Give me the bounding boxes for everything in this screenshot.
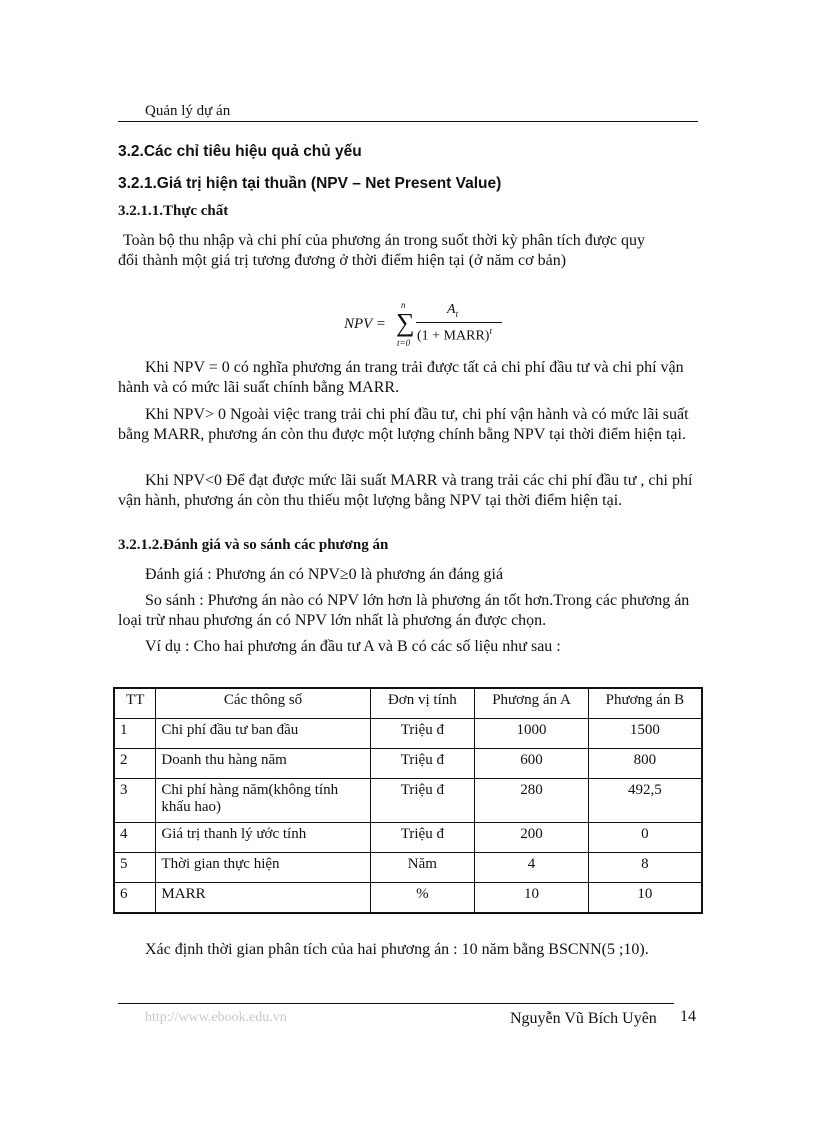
cell-option-a: 280 — [475, 779, 589, 823]
cell-unit: Triệu đ — [370, 719, 475, 749]
paragraph-definition-line2: đổi thành một giá trị tương đương ở thời điểm hiện tại (ở năm cơ bản) — [118, 252, 567, 269]
footer-author: Nguyễn Vũ Bích Uyên — [510, 1010, 657, 1027]
footer-rule — [118, 1003, 674, 1004]
cell-option-a: 4 — [475, 853, 589, 883]
cell-option-b: 8 — [588, 853, 702, 883]
formula-numerator — [447, 302, 458, 319]
paragraph-evaluate: Đánh giá : Phương án có NPV≥0 là phương án đáng giá — [145, 566, 504, 583]
table-row — [114, 823, 702, 853]
paragraph-npv-positive: Khi NPV> 0 Ngoài việc trang trải chi phí đầu tư, chi phí vận hành và có mức lãi suất bằng MARR, phương án còn thu được một lượng chính bằng NPV tại thời điểm hiện tại. — [118, 406, 689, 443]
table-row — [114, 749, 702, 779]
cell-tt: 2 — [114, 749, 156, 779]
paragraph-definition — [118, 231, 698, 271]
cell-parameter: Thời gian thực hiện — [156, 853, 370, 883]
cell-tt: 5 — [114, 853, 156, 883]
sub1-heading: 3.2.1.1.Thực chất — [118, 203, 229, 219]
cell-unit: Triệu đ — [370, 823, 475, 853]
cell-parameter: Giá trị thanh lý ước tính — [156, 823, 370, 853]
cell-option-b: 10 — [588, 883, 702, 914]
cell-tt: 1 — [114, 719, 156, 749]
formula-numerator-sub: t — [455, 308, 459, 319]
cell-option-b: 1500 — [588, 719, 702, 749]
cell-parameter: Chi phí hàng năm(không tính khấu hao) — [156, 779, 370, 823]
subsection-heading: 3.2.1.Giá trị hiện tại thuần (NPV – Net Present Value) — [118, 175, 502, 192]
paragraph-conclusion: Xác định thời gian phân tích của hai phương án : 10 năm bằng BSCNN(5 ;10). — [145, 941, 649, 958]
table-row — [114, 853, 702, 883]
comparison-table — [113, 687, 703, 914]
header-option-b: Phương án B — [588, 688, 702, 719]
header-option-a: Phương án A — [475, 688, 589, 719]
formula-denominator-exp: t — [489, 326, 492, 336]
cell-unit: % — [370, 883, 475, 914]
cell-option-a: 1000 — [475, 719, 589, 749]
cell-tt: 6 — [114, 883, 156, 914]
formula-numerator-symbol: A — [447, 302, 456, 317]
sub2-heading: 3.2.1.2.Đánh giá và so sánh các phương án — [118, 537, 389, 553]
npv-formula — [344, 300, 514, 350]
paragraph-definition-line1: Toàn bộ thu nhập và chi phí của phương án trong suốt thời kỳ phân tích được quy — [123, 232, 645, 249]
header-unit: Đơn vị tính — [370, 688, 475, 719]
header-tt: TT — [114, 688, 156, 719]
cell-option-b: 800 — [588, 749, 702, 779]
paragraph-npv-zero: Khi NPV = 0 có nghĩa phương án trang trải được tất cả chi phí đầu tư và chi phí vận hành và có mức lãi suất chính bằng MARR. — [118, 359, 684, 396]
cell-parameter: Chi phí đầu tư ban đầu — [156, 719, 370, 749]
cell-unit: Năm — [370, 853, 475, 883]
section-heading: 3.2.Các chỉ tiêu hiệu quả chủ yếu — [118, 143, 362, 160]
formula-upper-limit: n — [401, 300, 406, 310]
cell-option-a: 10 — [475, 883, 589, 914]
page-number: 14 — [680, 1008, 696, 1025]
paragraph-npv-negative: Khi NPV<0 Để đạt được mức lãi suất MARR và trang trải các chi phí đầu tư , chi phí vận hành, phương án còn thu thiếu một lượng bằng NPV tại thời điểm hiện tại. — [118, 472, 693, 509]
fraction-bar — [416, 322, 502, 323]
cell-option-b: 0 — [588, 823, 702, 853]
header-rule — [118, 121, 698, 122]
cell-option-a: 600 — [475, 749, 589, 779]
paragraph-example: Ví dụ : Cho hai phương án đầu tư A và B có các số liệu như sau : — [145, 638, 561, 655]
header-parameters: Các thông số — [156, 688, 370, 719]
table-row — [114, 719, 702, 749]
footer-url: http://www.ebook.edu.vn — [145, 1010, 287, 1025]
cell-parameter: MARR — [156, 883, 370, 914]
cell-unit: Triệu đ — [370, 749, 475, 779]
formula-denominator — [417, 326, 492, 345]
cell-tt: 3 — [114, 779, 156, 823]
summation-icon: ∑ — [396, 308, 415, 337]
cell-option-b: 492,5 — [588, 779, 702, 823]
table-row — [114, 779, 702, 823]
formula-denominator-text: (1 + MARR) — [417, 328, 490, 344]
cell-parameter: Doanh thu hàng năm — [156, 749, 370, 779]
cell-tt: 4 — [114, 823, 156, 853]
table-header-row — [114, 688, 702, 719]
running-header: Quản lý dự án — [145, 103, 231, 119]
table-row — [114, 883, 702, 914]
cell-option-a: 200 — [475, 823, 589, 853]
cell-unit: Triệu đ — [370, 779, 475, 823]
formula-lower-limit: t=0 — [397, 338, 411, 348]
paragraph-compare: So sánh : Phương án nào có NPV lớn hơn là phương án tốt hơn.Trong các phương án loại trừ nhau phương án có NPV lớn nhất là phương án được chọn. — [118, 592, 690, 629]
formula-lhs: NPV = — [344, 316, 386, 332]
